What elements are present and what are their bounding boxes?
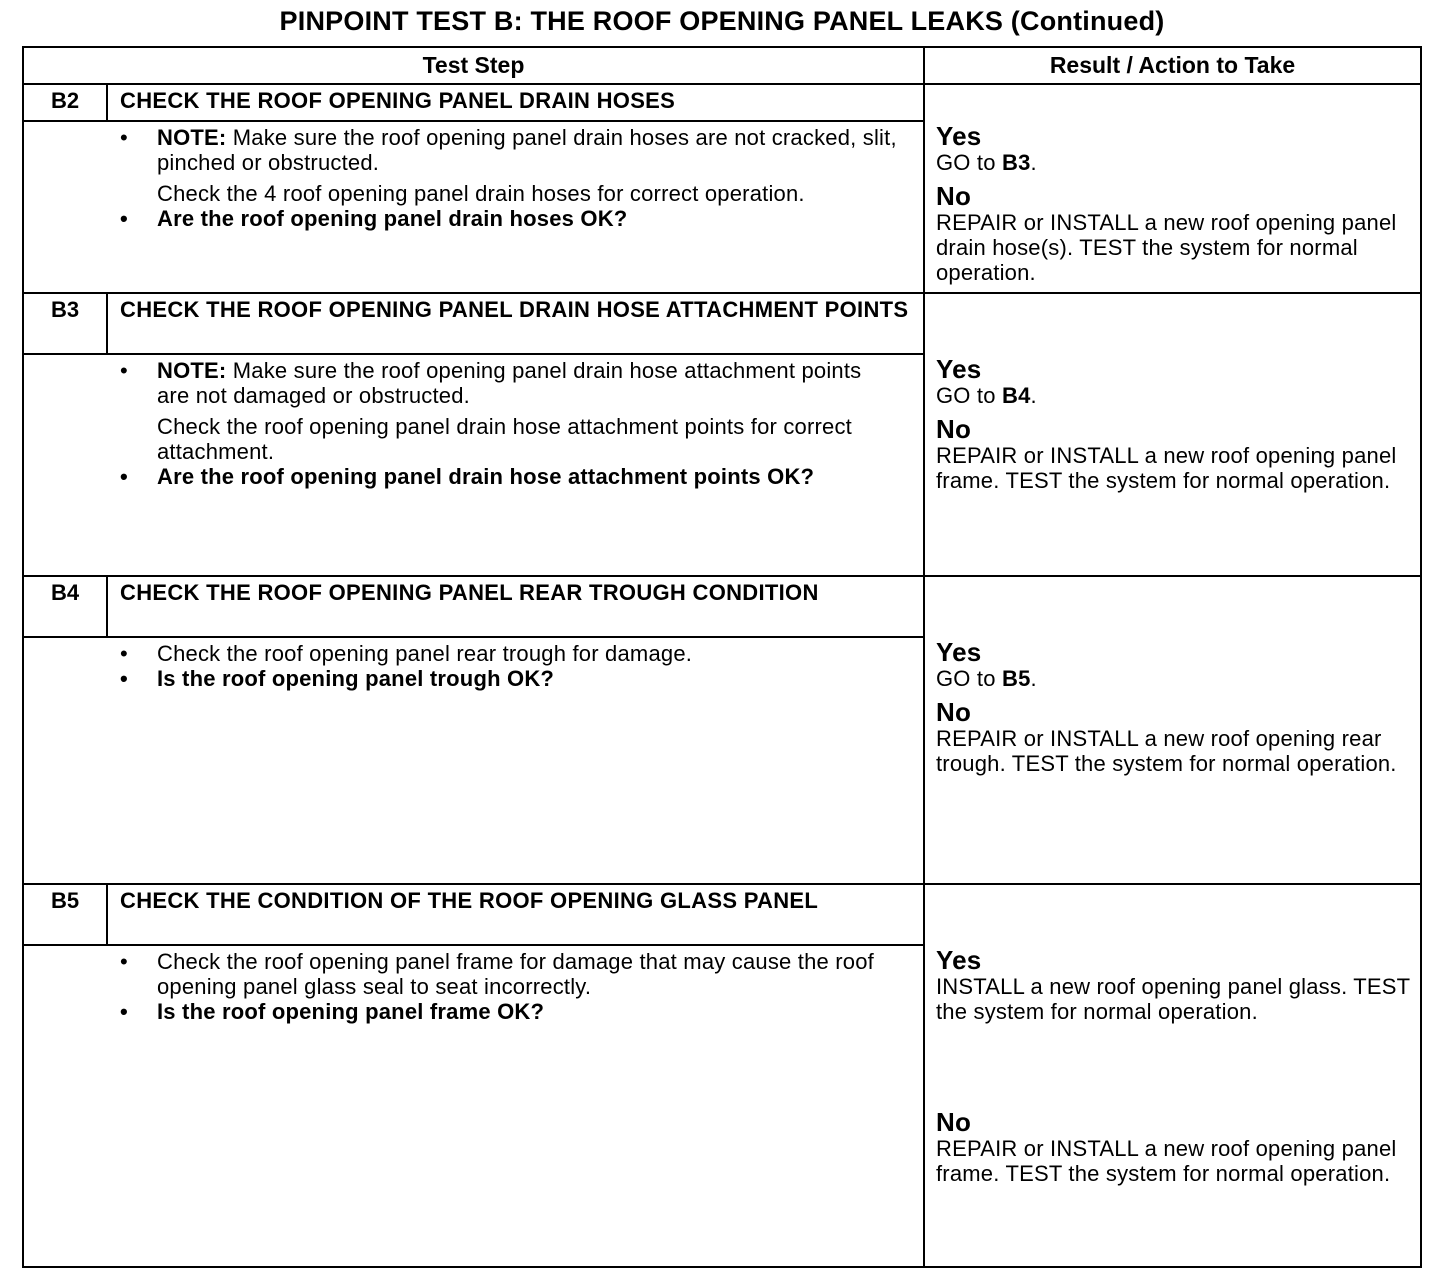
no-label: No	[936, 1107, 972, 1137]
no-label: No	[936, 414, 972, 444]
step-result	[936, 639, 1416, 776]
step-result-yes	[936, 947, 1416, 1024]
step-header	[24, 577, 923, 638]
table-header	[24, 48, 1420, 85]
yes-prefix: GO to	[936, 383, 1002, 408]
test-step-b3	[24, 294, 1420, 577]
step-result	[936, 123, 1416, 285]
bullet: •	[120, 666, 128, 691]
step-title: CHECK THE ROOF OPENING PANEL REAR TROUGH CONDITION	[106, 577, 923, 636]
instruction-item	[120, 641, 900, 666]
question-text: Are the roof opening panel drain hose attachment points OK?	[157, 464, 815, 489]
step-id: B3	[50, 297, 80, 322]
question-item	[120, 999, 900, 1024]
note-label: NOTE:	[157, 358, 227, 383]
yes-label: Yes	[936, 121, 982, 151]
yes-prefix: GO to	[936, 666, 1002, 691]
note-item	[120, 125, 900, 175]
instruction-text: Check the roof opening panel frame for damage that may cause the roof opening panel glass seal to seat incorrectly.	[157, 949, 874, 999]
no-action: REPAIR or INSTALL a new roof opening panel drain hose(s). TEST the system for normal operation.	[936, 210, 1397, 285]
header-result-action: Result / Action to Take	[923, 48, 1420, 83]
test-step-b2	[24, 85, 1420, 294]
instruction-text: Check the roof opening panel drain hose attachment points for correct attachment.	[157, 414, 852, 464]
question-text: Are the roof opening panel drain hoses OK?	[157, 206, 628, 231]
step-body	[120, 641, 900, 691]
bullet: •	[120, 949, 128, 974]
note-text: Make sure the roof opening panel drain hose attachment points are not damaged or obstructed.	[157, 358, 862, 408]
step-body	[120, 125, 900, 231]
question-text: Is the roof opening panel trough OK?	[157, 666, 555, 691]
step-id: B4	[50, 580, 80, 605]
question-item	[120, 464, 900, 489]
question-item	[120, 206, 900, 231]
step-id: B5	[50, 888, 80, 913]
step-header	[24, 85, 923, 122]
instruction-item	[120, 949, 900, 999]
yes-label: Yes	[936, 945, 982, 975]
header-test-step: Test Step	[422, 52, 525, 78]
bullet: •	[120, 641, 128, 666]
step-header	[24, 885, 923, 946]
step-result-no	[936, 1109, 1416, 1186]
bullet: •	[120, 206, 128, 231]
bullet: •	[120, 999, 128, 1024]
bullet: •	[120, 464, 128, 489]
instruction	[120, 181, 900, 206]
yes-action	[936, 383, 1416, 408]
step-id: B2	[50, 88, 80, 113]
no-label: No	[936, 181, 972, 211]
step-header	[24, 294, 923, 355]
yes-suffix: .	[1030, 666, 1037, 691]
instruction-text: Check the 4 roof opening panel drain hoses for correct operation.	[157, 181, 805, 206]
yes-label: Yes	[936, 637, 982, 667]
no-label: No	[936, 697, 972, 727]
note-item	[120, 358, 900, 408]
pinpoint-test-table	[22, 46, 1422, 1268]
step-title: CHECK THE ROOF OPENING PANEL DRAIN HOSES	[106, 85, 923, 120]
bullet: •	[120, 358, 128, 383]
yes-action	[936, 666, 1416, 691]
yes-ref: B5	[1002, 666, 1031, 691]
step-title: CHECK THE ROOF OPENING PANEL DRAIN HOSE ATTACHMENT POINTS	[106, 294, 923, 353]
page-title: PINPOINT TEST B: THE ROOF OPENING PANEL LEAKS (Continued)	[279, 6, 1165, 36]
no-action: REPAIR or INSTALL a new roof opening panel frame. TEST the system for normal operation.	[936, 1136, 1397, 1186]
step-body	[120, 358, 900, 489]
question-text: Is the roof opening panel frame OK?	[157, 999, 545, 1024]
no-action: REPAIR or INSTALL a new roof opening rear trough. TEST the system for normal operation.	[936, 726, 1397, 776]
yes-action: INSTALL a new roof opening panel glass. TEST the system for normal operation.	[936, 974, 1410, 1024]
step-result	[936, 356, 1416, 493]
test-step-b4	[24, 577, 1420, 885]
no-action: REPAIR or INSTALL a new roof opening panel frame. TEST the system for normal operation.	[936, 443, 1397, 493]
yes-prefix: GO to	[936, 150, 1002, 175]
yes-ref: B3	[1002, 150, 1031, 175]
note-label: NOTE:	[157, 125, 227, 150]
question-item	[120, 666, 900, 691]
instruction	[120, 414, 900, 464]
yes-ref: B4	[1002, 383, 1031, 408]
yes-suffix: .	[1030, 383, 1037, 408]
note-text: Make sure the roof opening panel drain hoses are not cracked, slit, pinched or obstructed.	[157, 125, 897, 175]
test-step-b5	[24, 885, 1420, 1266]
bullet: •	[120, 125, 128, 150]
yes-suffix: .	[1030, 150, 1037, 175]
instruction-text: Check the roof opening panel rear trough for damage.	[157, 641, 693, 666]
step-body	[120, 949, 900, 1024]
yes-label: Yes	[936, 354, 982, 384]
yes-action	[936, 150, 1416, 175]
step-title: CHECK THE CONDITION OF THE ROOF OPENING GLASS PANEL	[106, 885, 923, 944]
